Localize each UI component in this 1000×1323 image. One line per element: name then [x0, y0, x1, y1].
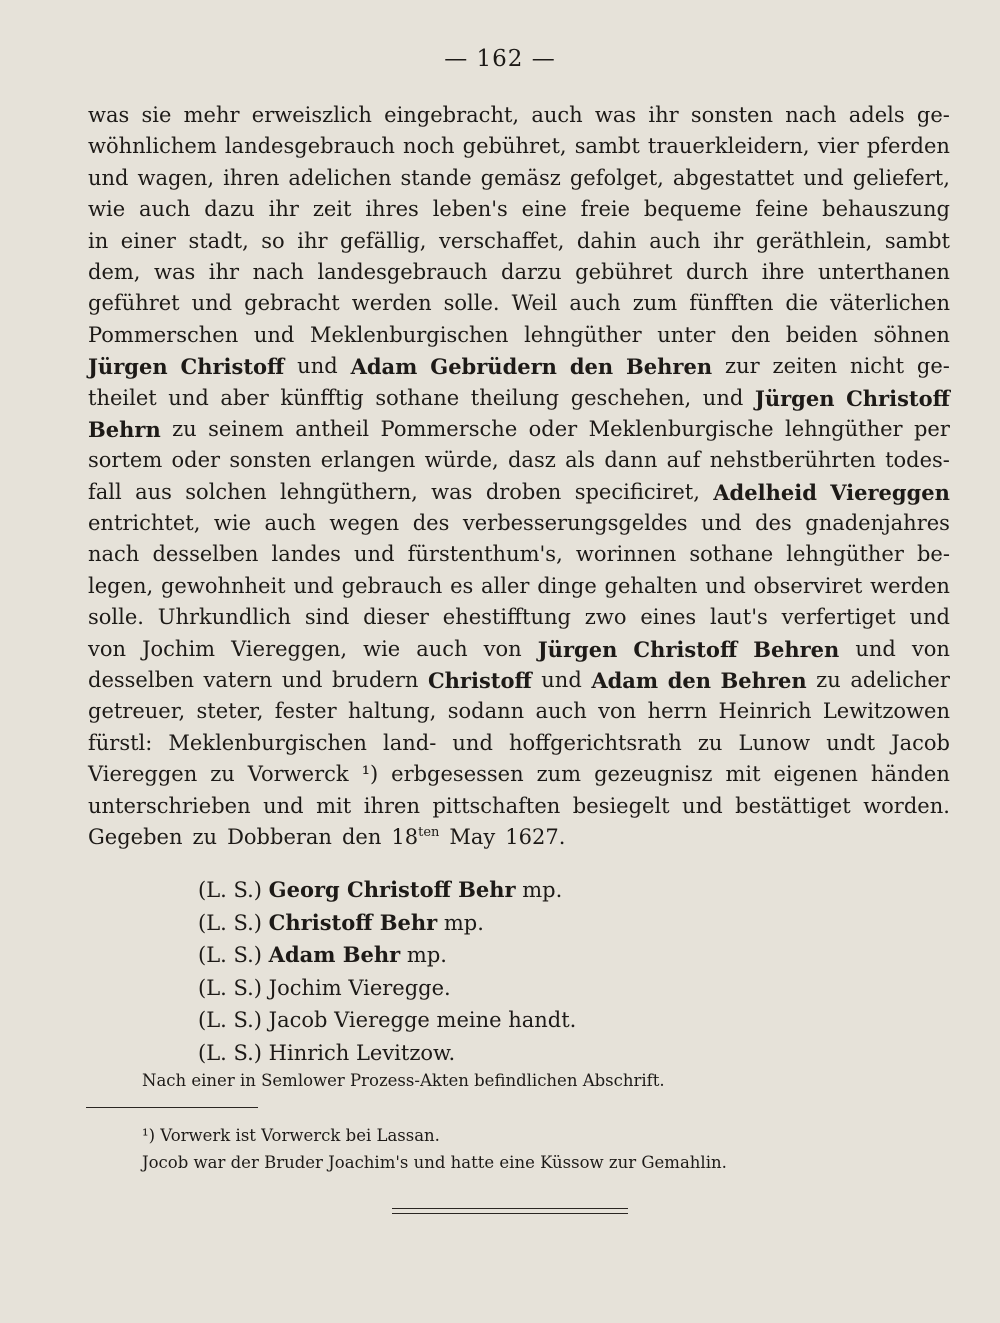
word: werden [351, 291, 432, 316]
text-line [88, 477, 950, 508]
word: Jacob [891, 730, 950, 755]
word: fall [88, 479, 122, 504]
word: desselben [88, 668, 194, 693]
word: ge- [916, 103, 950, 127]
word: und [263, 793, 304, 818]
word: desselben [152, 542, 259, 567]
word: auch [264, 511, 316, 536]
word: den [730, 322, 771, 347]
text-line [88, 728, 950, 759]
signature-line [198, 1037, 576, 1070]
word: $18^{ten}$ [391, 824, 440, 849]
word: worinnen [575, 542, 677, 567]
word: geräthlein, [755, 228, 873, 253]
word: als [565, 448, 596, 473]
word: Lunow [738, 730, 811, 755]
word: ihres [365, 197, 419, 222]
word: gehalten [604, 573, 698, 598]
word: erweiszlich [251, 103, 372, 127]
word: bestättiget [735, 793, 851, 818]
word: den [667, 668, 711, 694]
signature-line [198, 972, 576, 1005]
word: Jochim [142, 636, 216, 661]
text-line [88, 539, 950, 570]
word: und [354, 542, 395, 567]
text-line [88, 226, 950, 257]
word: feine [755, 197, 809, 222]
text-line [88, 383, 950, 414]
word: zum [632, 291, 678, 316]
word: Uhrkundlich [157, 605, 291, 630]
word: und [191, 291, 233, 316]
word: landesgebrauch [317, 259, 488, 284]
word: ihren [223, 165, 280, 190]
word: worden. [863, 793, 950, 818]
word: Jürgen [537, 636, 618, 662]
word: unterthanen [818, 259, 950, 284]
word: lehngüther [786, 542, 904, 567]
word: behauszung [822, 197, 950, 222]
word: Heinrich [718, 699, 812, 724]
word: nehstberührten [709, 448, 876, 473]
word: ihren [363, 793, 420, 818]
word: Viereggen [830, 479, 950, 505]
text-line [88, 288, 950, 319]
word: eines [640, 605, 697, 630]
word: den [341, 824, 382, 849]
word: werden [870, 573, 950, 598]
word: Christoff [427, 668, 532, 694]
text-line [88, 131, 950, 162]
word: mit [725, 762, 761, 787]
word: verbesserungsgeldes [462, 511, 688, 536]
word: Meklenburgischen [168, 730, 367, 755]
word: und [682, 793, 723, 818]
end-rule-bottom [392, 1213, 628, 1214]
word: und [702, 385, 744, 410]
word: erlangen [320, 448, 416, 473]
word: zu [172, 416, 197, 441]
word: vatern [203, 668, 273, 693]
word: zur [725, 354, 760, 379]
word: händen [870, 762, 950, 787]
word: gebühret [575, 259, 673, 284]
word: zu [210, 762, 235, 787]
seal-mark: (L. S.) [198, 943, 269, 967]
word: leben's [432, 197, 508, 222]
word: adelichen [288, 165, 392, 190]
word: be- [916, 542, 950, 567]
word: dinge [537, 573, 597, 598]
word: seinem [208, 416, 284, 441]
seal-mark: (L. S.) [198, 1008, 269, 1032]
word: sind [304, 605, 350, 630]
word: die [785, 291, 818, 316]
text-line [88, 602, 950, 633]
word: auch [416, 636, 468, 661]
word: sonsten [690, 103, 773, 127]
word: auch [535, 699, 587, 724]
word: gebrauch [341, 573, 443, 598]
word: solle. [88, 605, 144, 630]
word: landesgebrauch [224, 134, 395, 159]
footnote-rule [86, 1107, 258, 1108]
word: gefolget, [569, 165, 664, 190]
word: observiret [753, 573, 863, 598]
word: wie [213, 511, 252, 536]
word: vier [817, 134, 859, 159]
word: und [705, 573, 746, 598]
word: laut's [710, 605, 768, 630]
word: den [569, 354, 614, 380]
word: sonsten [229, 448, 312, 473]
word: von [88, 636, 127, 661]
word: haltung, [347, 699, 437, 724]
word: und [541, 668, 582, 693]
word: dahin [576, 228, 637, 253]
word: einer [120, 228, 176, 253]
text-line [88, 414, 950, 445]
word: in [88, 228, 109, 253]
word: sie [141, 103, 172, 127]
word: und [281, 668, 323, 693]
word: und [293, 573, 334, 598]
word: Jürgen [88, 354, 168, 380]
word: was [431, 479, 473, 504]
word: auch [649, 228, 701, 253]
word: dieser [363, 605, 429, 630]
word: zu [192, 824, 218, 849]
signature-line [198, 874, 576, 907]
word: droben [485, 479, 562, 504]
word: eigenen [773, 762, 858, 787]
word: und [168, 385, 209, 410]
text-line [88, 665, 950, 696]
word: nach [785, 103, 837, 127]
seal-mark: (L. S.) [198, 878, 269, 902]
text-line [88, 508, 950, 539]
word: besiegelt [572, 793, 670, 818]
word: zu [816, 668, 841, 693]
word: zum [536, 762, 582, 787]
word: Gegeben [88, 824, 183, 849]
word: dem, [88, 259, 141, 284]
text-line [88, 320, 950, 351]
text-line [88, 257, 950, 288]
word: pittschaften [432, 793, 561, 818]
word: bequeme [643, 197, 742, 222]
word: väterlichen [830, 291, 950, 316]
word: Christoff [180, 354, 285, 380]
word: hoffgerichtsrath [508, 730, 682, 755]
text-line [88, 445, 950, 476]
word: des [755, 511, 792, 536]
word: und [88, 165, 129, 190]
signature-line [198, 1004, 576, 1037]
word: Pommerschen [88, 322, 239, 347]
word: wie [88, 197, 126, 222]
word: gefällig, [340, 228, 427, 253]
word: beiden [785, 322, 858, 347]
word: Vorwerck [247, 762, 349, 787]
word: dazu [204, 197, 255, 222]
word: undt [826, 730, 876, 755]
word: verschaffet, [439, 228, 565, 253]
word: landes [271, 542, 341, 567]
signatory-name: Adam Behr [268, 942, 401, 967]
end-rule-top [392, 1208, 628, 1209]
word: und [452, 730, 493, 755]
word: antheil [295, 416, 370, 441]
word: verfertiget [781, 605, 896, 630]
word: oder [528, 416, 578, 441]
text-line [88, 696, 950, 727]
word: wagen, [137, 165, 215, 190]
word: mit [316, 793, 352, 818]
word: Behren [626, 354, 713, 380]
word: ehestifftung [442, 605, 571, 630]
word: was [153, 259, 196, 284]
word: land- [383, 730, 437, 755]
word: freie [580, 197, 631, 222]
word: dasz [507, 448, 556, 473]
word: ihr [713, 228, 744, 253]
word: Viereggen, [231, 636, 348, 661]
signatory-name: Christoff Behr [268, 909, 438, 935]
signature-line [198, 907, 576, 940]
word: dann [604, 448, 658, 473]
seal-mark: (L. S.) [198, 1040, 269, 1065]
text-line [88, 194, 950, 225]
word: ¹) [361, 762, 379, 787]
word: gezeugnisz [594, 762, 713, 787]
word: theilung [470, 385, 560, 410]
word: fürstl: [88, 730, 153, 755]
word: wegen [329, 511, 400, 536]
word: Meklenburgischen [309, 322, 509, 347]
text-line [88, 791, 950, 822]
word: ihr [268, 197, 299, 222]
word: ihr [297, 228, 328, 253]
word: Adam [591, 668, 659, 694]
word: Viereggen [88, 762, 198, 787]
word: lehngüthern, [280, 479, 418, 504]
word: brudern [331, 668, 419, 693]
word: Behren [720, 668, 807, 694]
seal-mark: (L. S.) [198, 975, 269, 1000]
word: geliefert, [852, 165, 950, 190]
text-line [88, 100, 950, 131]
word: es [450, 573, 474, 598]
word: nicht [850, 354, 905, 379]
word: solchen [185, 479, 267, 504]
word: des [412, 511, 450, 536]
word: Pommersche [380, 416, 518, 441]
word: specificiret, [574, 479, 700, 504]
word: aus [135, 479, 172, 504]
word: sothane [689, 542, 774, 567]
signature-suffix: mp. [515, 878, 563, 902]
word: darzu [501, 259, 562, 284]
word: gnadenjahres [805, 511, 950, 536]
word: Christoff [846, 385, 950, 411]
word: unterschrieben [88, 793, 251, 818]
source-note: Nach einer in Semlower Prozess-Akten befindlichen Abschrift. [142, 1071, 665, 1090]
signatory-name: Georg Christoff Behr [268, 877, 516, 902]
word: steter, [196, 699, 264, 724]
word: legen, [88, 573, 154, 598]
text-line [88, 822, 950, 853]
word: von [483, 636, 522, 661]
word: von [598, 699, 637, 724]
signatory-name: Jochim Vieregge. [268, 975, 451, 1000]
word: gebühret, [462, 134, 567, 159]
word: geschehen, [570, 385, 692, 410]
word: und [803, 165, 844, 190]
text-line [88, 634, 950, 665]
word: stadt, [188, 228, 249, 253]
word: wie [363, 636, 401, 661]
word: sortem [88, 448, 163, 473]
word: auch [569, 291, 621, 316]
word: zwo [584, 605, 627, 630]
word: wöhnlichem [88, 134, 217, 159]
word: Meklenburgische [588, 416, 774, 441]
word: lehngüther [784, 416, 903, 441]
word: und [701, 511, 742, 536]
signature-line [198, 939, 576, 972]
word: zu [697, 730, 723, 755]
word: sodann [447, 699, 525, 724]
word: ihre [761, 259, 805, 284]
main-paragraph [88, 100, 950, 853]
word: adels [848, 103, 905, 127]
word: auch [139, 197, 191, 222]
word: Lewitzowen [822, 699, 950, 724]
word: ihr [208, 259, 240, 284]
word: pferden [866, 134, 950, 159]
word: todes- [885, 448, 950, 473]
word: 1627. [505, 824, 566, 849]
word: Jürgen [754, 385, 835, 411]
signature-suffix: mp. [400, 943, 447, 967]
word: fester [274, 699, 337, 724]
word: Gebrüdern [430, 354, 557, 380]
word: solle. [443, 291, 500, 316]
word: aber [220, 385, 269, 410]
word: künfftig [280, 385, 364, 410]
word: per [913, 416, 950, 441]
word: Adam [350, 354, 418, 380]
word: trauerkleidern, [647, 134, 810, 159]
word: zeit [312, 197, 352, 222]
word: nach [252, 259, 304, 284]
word: ge- [916, 354, 950, 379]
signatory-name: Hinrich Levitzow. [268, 1040, 456, 1065]
word: herrn [647, 699, 708, 724]
word: gebracht [244, 291, 340, 316]
footnote-1: ¹) Vorwerk ist Vorwerck bei Lassan. [142, 1126, 440, 1145]
footnote-2: Jocob war der Bruder Joachim's und hatte eine Küssow zur Gemahlin. [142, 1153, 727, 1172]
word: sambt [884, 228, 950, 253]
word: unter [657, 322, 716, 347]
word: und [909, 605, 950, 630]
word: lehngüther [524, 322, 642, 347]
word: adelicher [850, 668, 950, 693]
word: und [253, 322, 295, 347]
word: May [449, 824, 496, 849]
word: würde, [424, 448, 499, 473]
word: auf [666, 448, 701, 473]
word: Weil [511, 291, 558, 316]
word: Adelheid [713, 479, 817, 505]
word: und [855, 636, 896, 661]
word: was [594, 103, 637, 127]
word: was [88, 103, 130, 127]
word: abgestattet [672, 165, 795, 190]
word: entrichtet, [88, 511, 201, 536]
seal-mark: (L. S.) [198, 910, 269, 935]
word: Behrn [88, 416, 161, 442]
word: fürstenthum's, [407, 542, 563, 567]
signatory-name: Jacob Vieregge meine handt. [268, 1008, 577, 1032]
word: eingebracht, [384, 103, 520, 127]
word: eine [521, 197, 567, 222]
word: gemäsz [480, 165, 561, 190]
word: von [911, 636, 950, 661]
word: Behren [753, 636, 840, 662]
page-number: — 162 — [444, 46, 556, 72]
word: aller [481, 573, 530, 598]
word: Christoff [633, 636, 738, 662]
word: erbgesessen [391, 762, 524, 787]
word: söhnen [873, 322, 950, 347]
word: gewohnheit [160, 573, 286, 598]
text-line [88, 351, 950, 382]
word: ihr [648, 103, 679, 127]
text-line [88, 571, 950, 602]
word: nach [88, 542, 140, 567]
text-line [88, 759, 950, 790]
word: und [297, 354, 338, 379]
word: geführet [88, 291, 180, 316]
word: stande [400, 165, 472, 190]
word: fünfften [689, 291, 774, 316]
word: so [261, 228, 285, 253]
word: Dobberan [227, 824, 332, 849]
word: auch [531, 103, 583, 127]
word: noch [403, 134, 455, 159]
word: durch [685, 259, 749, 284]
signature-list [198, 874, 576, 1069]
word: sambt [574, 134, 640, 159]
signature-suffix: mp. [437, 910, 484, 935]
word: theilet [88, 385, 157, 410]
word: getreuer, [88, 699, 186, 724]
word: mehr [183, 103, 240, 127]
word: sothane [375, 385, 460, 410]
text-line [88, 163, 950, 194]
word: zeiten [772, 354, 838, 379]
word: oder [171, 448, 221, 473]
